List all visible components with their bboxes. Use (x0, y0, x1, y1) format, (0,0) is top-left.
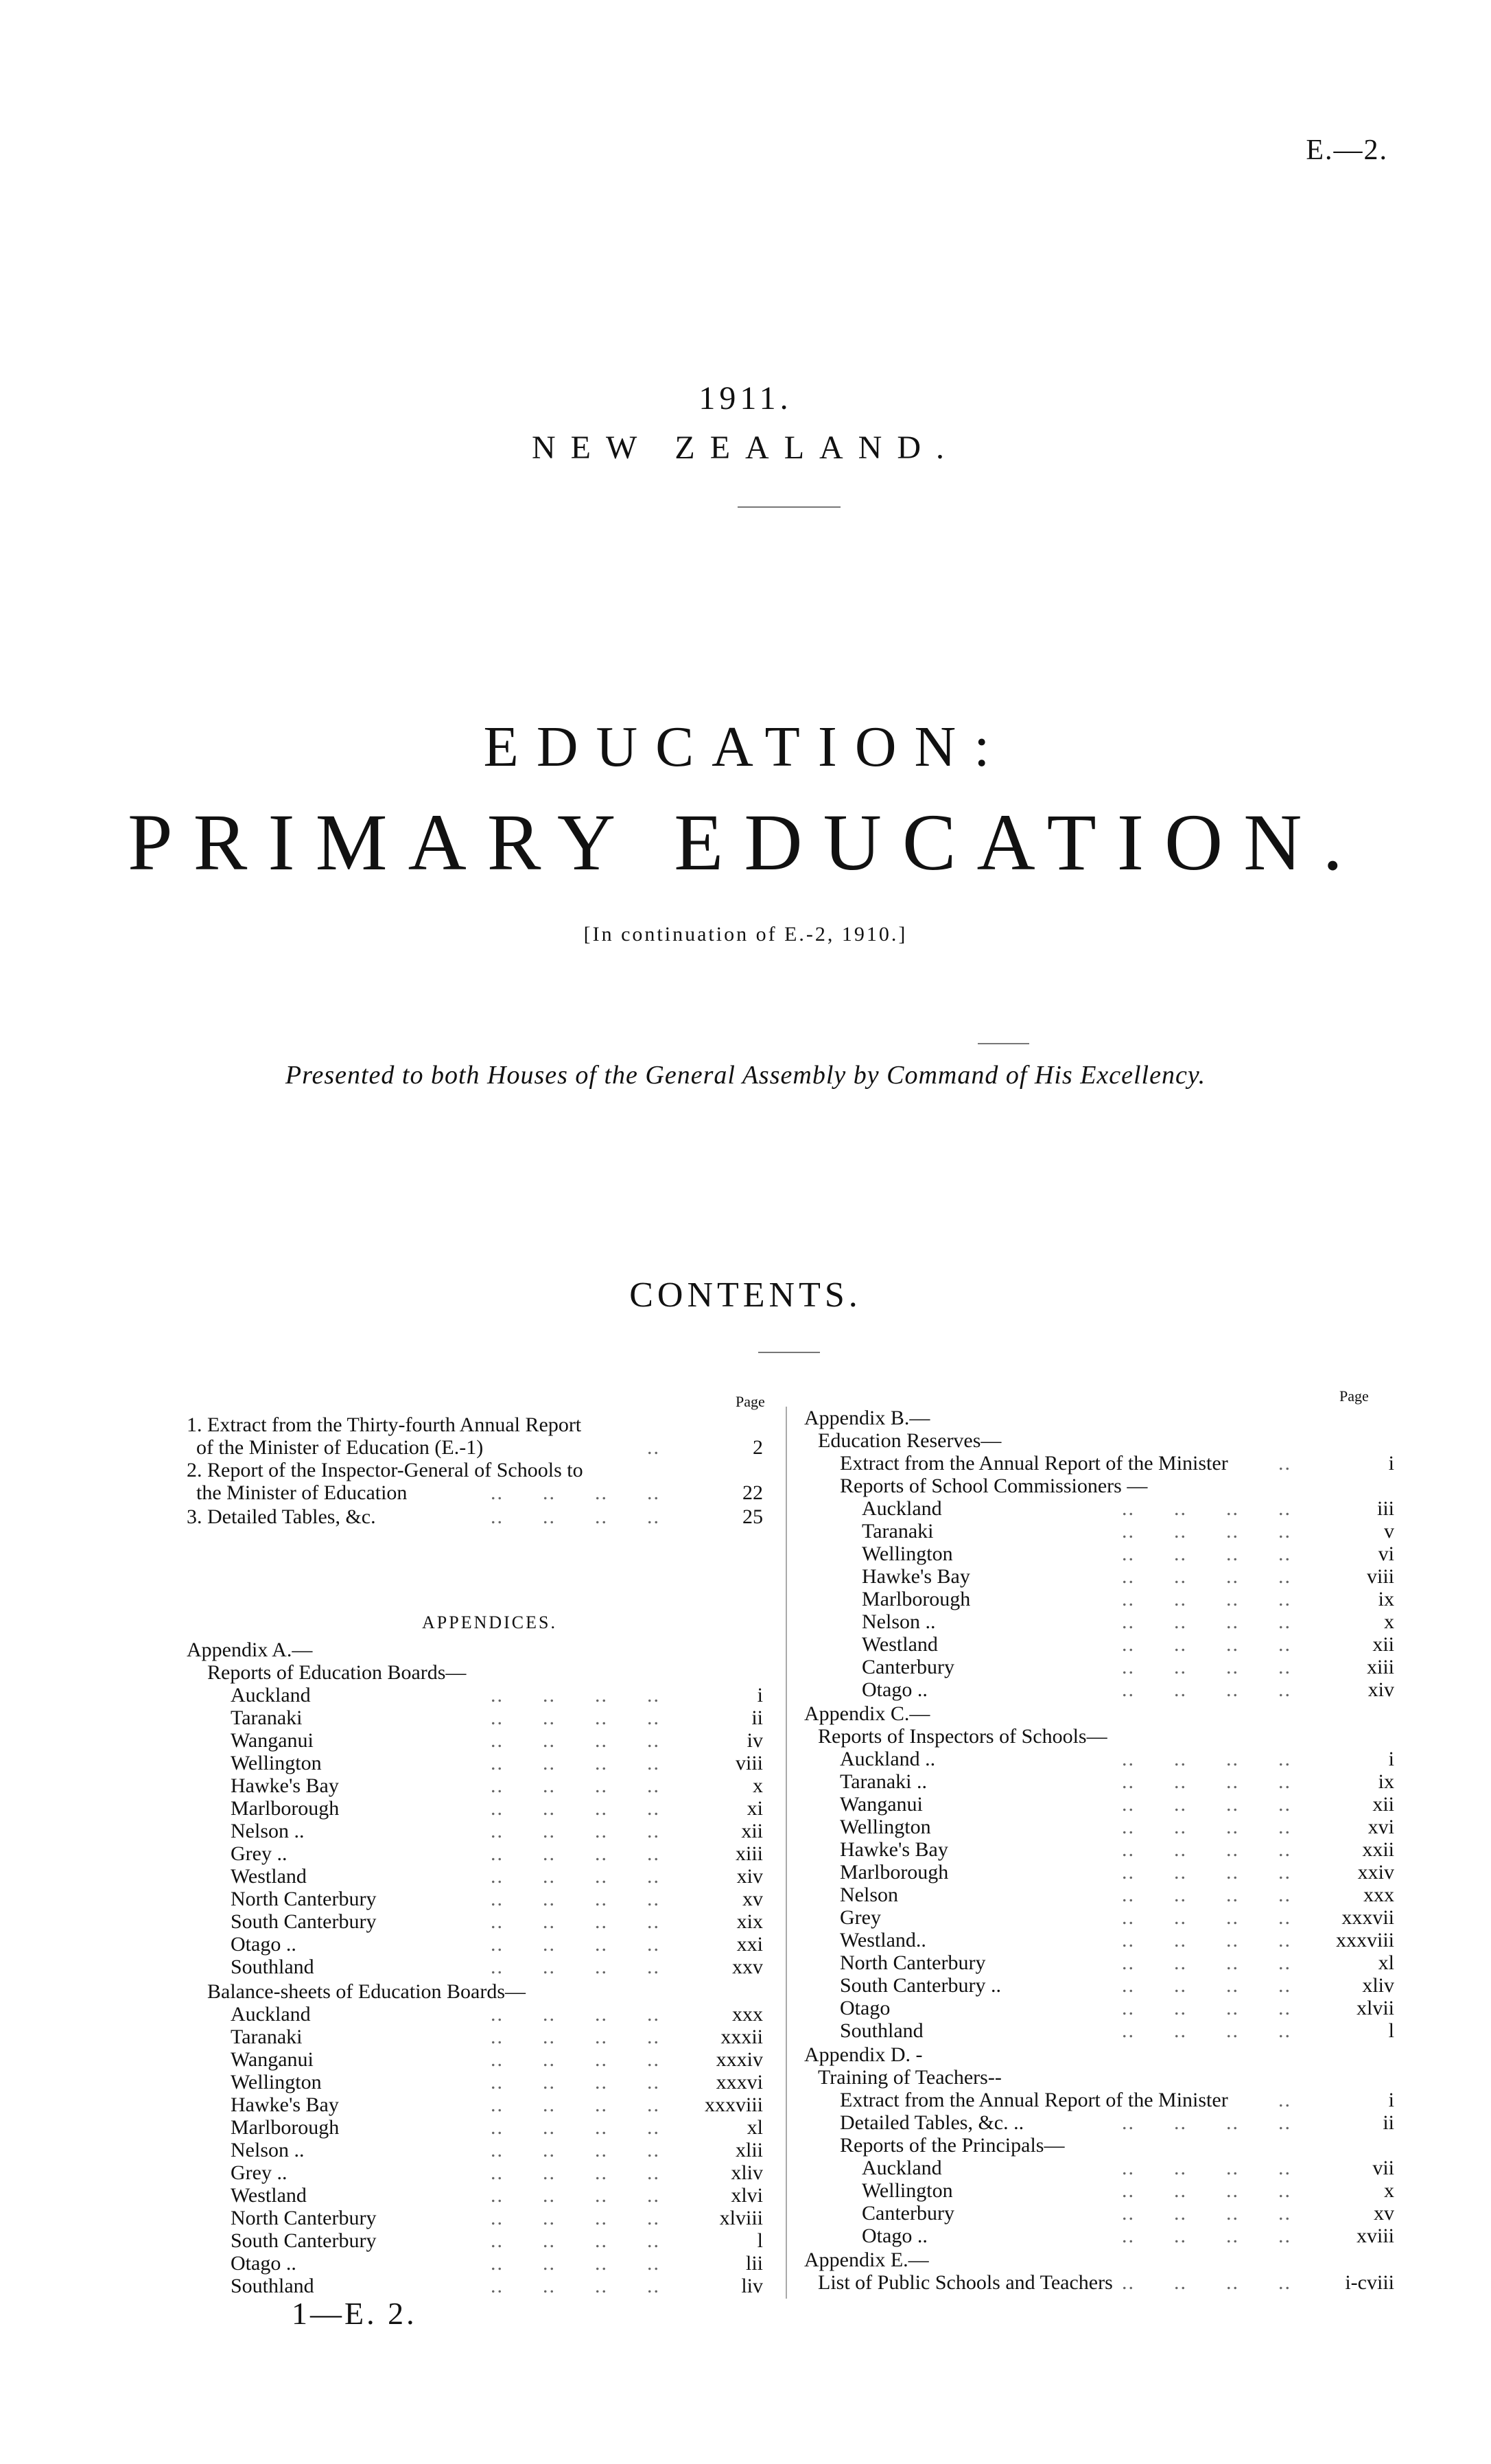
leader-dots: .. .. .. .. (491, 2207, 660, 2229)
entry-label: Southland (840, 2019, 924, 2042)
entry-label: Westland (231, 1865, 307, 1888)
contents-entry (187, 1684, 763, 1707)
contents-entry (804, 1429, 1394, 1453)
contents-entry (187, 2275, 763, 2298)
entry-page-number: viii (735, 1752, 763, 1774)
entry-page-number: xxx (1363, 1884, 1394, 1906)
entry-label: Nelson (840, 1884, 898, 1906)
leader-dots: .. .. .. .. (491, 1842, 660, 1865)
leader-dots: .. (647, 1436, 660, 1459)
contents-entry (804, 1997, 1394, 2020)
leader-dots: .. .. .. .. (1122, 1770, 1291, 1793)
entry-label: of the Minister of Education (E.-1) (196, 1436, 484, 1459)
leader-dots: .. .. .. .. (491, 1910, 660, 1933)
contents-entry (187, 1820, 763, 1843)
contents-entry (804, 1906, 1394, 1929)
entry-label: Training of Teachers-- (818, 2066, 1002, 2089)
leader-dots: .. .. .. .. (1122, 1542, 1291, 1565)
entry-label: Appendix B.— (804, 1407, 930, 1429)
contents-entry (804, 1702, 1394, 1726)
entry-page-number: xix (736, 1910, 763, 1933)
contents-entry (804, 1633, 1394, 1656)
contents-entry (804, 1838, 1394, 1862)
entry-page-number: xii (1372, 1633, 1394, 1656)
contents-entry (187, 1797, 763, 1820)
contents-entry (804, 1816, 1394, 1839)
leader-dots: .. .. .. .. (1122, 1816, 1291, 1838)
leader-dots: .. .. .. .. (491, 1505, 660, 1528)
contents-entry (804, 1497, 1394, 1521)
presented-statement: Presented to both Houses of the General Assembly by Command of His Excellency. (285, 1061, 1206, 1090)
leader-dots: .. .. .. .. (491, 2229, 660, 2252)
entry-label: Otago .. (231, 2252, 296, 2275)
entry-page-number: xii (741, 1820, 763, 1842)
entry-page-number: i (757, 1684, 763, 1706)
entry-label: Education Reserves— (818, 1429, 1002, 1452)
column-rule (786, 1407, 787, 2299)
contents-entry (804, 2249, 1394, 2272)
leader-dots: .. .. .. .. (491, 1774, 660, 1797)
contents-entry (187, 2207, 763, 2230)
entry-label: Reports of the Principals— (840, 2134, 1065, 2157)
entry-page-number: xi (747, 1797, 763, 1820)
entry-label: Grey .. (231, 1842, 287, 1865)
contents-entry (804, 2089, 1394, 2112)
entry-label: Otago (840, 1997, 891, 2019)
entry-page-number: xiii (735, 1842, 763, 1865)
entry-page-number: xl (747, 2116, 763, 2139)
entry-label: Taranaki (231, 2026, 303, 2048)
contents-entry (187, 1774, 763, 1798)
contents-entry (187, 1481, 763, 1505)
leader-dots: .. .. .. .. (491, 1752, 660, 1774)
entry-page-number: xvi (1367, 1816, 1394, 1838)
entry-label: Wellington (862, 1542, 953, 1565)
contents-entry (804, 2134, 1394, 2157)
contents-entry (804, 2019, 1394, 2043)
contents-entry (804, 2157, 1394, 2180)
entry-label: Canterbury (862, 1656, 954, 1678)
entry-label: Hawke's Bay (862, 1565, 970, 1588)
contents-entry (187, 1888, 763, 1911)
leader-dots: .. .. .. .. (1122, 1997, 1291, 2019)
leader-dots: .. .. .. .. (1122, 1951, 1291, 1974)
entry-label: Marlborough (840, 1861, 949, 1884)
entry-page-number: xiv (1367, 1678, 1394, 1701)
leader-dots: .. .. .. .. (491, 1481, 660, 1504)
leader-dots: .. .. .. .. (491, 2071, 660, 2093)
leader-dots: .. .. .. .. (1122, 1906, 1291, 1929)
entry-page-number: xii (1372, 1793, 1394, 1816)
leader-dots: .. .. .. .. (491, 2139, 660, 2161)
contents-entry (187, 1639, 763, 1662)
contents-entry (804, 1770, 1394, 1794)
entry-label: Appendix A.— (187, 1639, 313, 1661)
appendices-heading: APPENDICES. (422, 1612, 557, 1632)
leader-dots: .. .. .. .. (491, 1729, 660, 1752)
entry-label: Reports of Inspectors of Schools— (818, 1725, 1107, 1748)
entry-page-number: xxii (1362, 1838, 1394, 1861)
entry-label: Wanganui (231, 1729, 314, 1752)
entry-label: Taranaki .. (840, 1770, 928, 1793)
entry-label: 3. Detailed Tables, &c. (187, 1505, 376, 1528)
entry-page-number: i (1388, 1748, 1394, 1770)
contents-entry (187, 1436, 763, 1459)
entry-label: Auckland (862, 1497, 942, 1520)
entry-page-number: ii (1383, 2111, 1394, 2134)
entry-page-number: xxiv (1357, 1861, 1394, 1884)
leader-dots: .. .. .. .. (491, 2003, 660, 2026)
entry-label: North Canterbury (840, 1951, 986, 1974)
contents-entry (804, 1748, 1394, 1771)
leader-dots: .. .. .. .. (1122, 1974, 1291, 1997)
entry-label: List of Public Schools and Teachers (818, 2271, 1113, 2294)
entry-label: Nelson .. (231, 2139, 305, 2161)
entry-page-number: iv (747, 1729, 763, 1752)
entry-label: Extract from the Annual Report of the Minister (840, 1452, 1228, 1475)
leader-dots: .. .. .. .. (1122, 1656, 1291, 1678)
entry-label: 2. Report of the Inspector-General of Schools to (187, 1459, 583, 1481)
contents-entry (804, 1610, 1394, 1634)
leader-dots: .. .. .. .. (1122, 1838, 1291, 1861)
entry-page-number: xxxvii (1341, 1906, 1394, 1929)
entry-label: Reports of School Commissioners — (840, 1475, 1148, 1497)
entry-page-number: xlvi (731, 2184, 763, 2207)
contents-entry (804, 2111, 1394, 2135)
leader-dots: .. .. .. .. (491, 2093, 660, 2116)
entry-page-number: xxxviii (704, 2093, 763, 2116)
leader-dots: .. .. .. .. (491, 1820, 660, 1842)
subject-heading: EDUCATION: (483, 715, 1008, 779)
entry-page-number: iii (1376, 1497, 1394, 1520)
entry-label: Appendix C.— (804, 1702, 930, 1725)
contents-entry (187, 1752, 763, 1775)
entry-label: Auckland (231, 2003, 311, 2026)
contents-entry (187, 1459, 763, 1482)
entry-page-number: xxi (736, 1933, 763, 1956)
contents-entry (187, 1933, 763, 1956)
leader-dots: .. .. .. .. (491, 1706, 660, 1729)
entry-label: Auckland .. (840, 1748, 936, 1770)
entry-label: Wellington (862, 2179, 953, 2202)
entry-label: Nelson .. (231, 1820, 305, 1842)
contents-entry (804, 1884, 1394, 1907)
contents-entry (187, 2093, 763, 2117)
contents-entry (187, 1980, 763, 2004)
leader-dots: .. .. .. .. (491, 1933, 660, 1956)
entry-page-number: x (1384, 2179, 1394, 2202)
contents-entry (187, 2003, 763, 2026)
leader-dots: .. .. .. .. (491, 1797, 660, 1820)
entry-page-number: l (757, 2229, 763, 2252)
entry-label: South Canterbury (231, 1910, 377, 1933)
document-year: 1911. (698, 380, 793, 416)
entry-page-number: xxxviii (1335, 1929, 1394, 1951)
entry-page-number: xv (742, 1888, 763, 1910)
entry-page-number: xxxvi (716, 2071, 763, 2093)
entry-label: South Canterbury (231, 2229, 377, 2252)
entry-label: Marlborough (862, 1588, 971, 1610)
entry-label: Reports of Education Boards— (207, 1661, 467, 1684)
contents-heading: CONTENTS. (629, 1276, 862, 1315)
entry-page-number: xl (1378, 1951, 1394, 1974)
contents-entry (804, 1542, 1394, 1566)
contents-entry (804, 1656, 1394, 1679)
leader-dots: .. .. .. .. (1122, 1861, 1291, 1884)
entry-page-number: xxv (732, 1956, 763, 1978)
leader-dots: .. .. .. .. (1122, 1565, 1291, 1588)
page-title: PRIMARY EDUCATION. (128, 797, 1363, 887)
entry-label: Appendix D. - (804, 2043, 923, 2066)
entry-page-number: xviii (1356, 2225, 1394, 2247)
entry-page-number: viii (1366, 1565, 1394, 1588)
leader-dots: .. .. .. .. (491, 2026, 660, 2048)
entry-label: Canterbury (862, 2202, 954, 2225)
leader-dots: .. (1278, 1452, 1291, 1475)
entry-page-number: xlvii (1356, 1997, 1394, 2019)
entry-label: Southland (231, 1956, 314, 1978)
leader-dots: .. .. .. .. (491, 1888, 660, 1910)
entry-label: Extract from the Annual Report of the Minister (840, 2089, 1228, 2111)
entry-label: Otago .. (862, 2225, 928, 2247)
entry-label: Hawke's Bay (231, 2093, 339, 2116)
entry-label: South Canterbury .. (840, 1974, 1001, 1997)
contents-entry (804, 1725, 1394, 1748)
entry-label: Appendix E.— (804, 2249, 929, 2271)
entry-label: North Canterbury (231, 1888, 377, 1910)
entry-page-number: v (1384, 1520, 1394, 1542)
contents-entry (804, 1588, 1394, 1611)
leader-dots: .. .. .. .. (491, 2275, 660, 2297)
contents-entry (187, 1706, 763, 1730)
entry-page-number: i (1388, 2089, 1394, 2111)
contents-entry (187, 1661, 763, 1685)
entry-page-number: ix (1378, 1770, 1394, 1793)
contents-entry (187, 2026, 763, 2049)
entry-page-number: ix (1378, 1588, 1394, 1610)
contents-entry (187, 1505, 763, 1529)
entry-label: Nelson .. (862, 1610, 936, 1633)
leader-dots: .. .. .. .. (1122, 2202, 1291, 2225)
leader-dots: .. .. .. .. (1122, 1748, 1291, 1770)
entry-label: Westland (862, 1633, 938, 1656)
entry-page-number: xxxii (720, 2026, 763, 2048)
contents-entry (804, 1565, 1394, 1588)
leader-dots: .. .. .. .. (491, 1956, 660, 1978)
contents-entry (804, 1475, 1394, 1498)
entry-page-number: vi (1378, 1542, 1394, 1565)
page-footer: 1—E. 2. (292, 2296, 417, 2331)
contents-entry (804, 2225, 1394, 2248)
contents-entry (804, 1793, 1394, 1816)
leader-dots: .. (1278, 2089, 1291, 2111)
contents-entry (187, 2161, 763, 2185)
entry-label: Westland.. (840, 1929, 926, 1951)
entry-label: Detailed Tables, &c. .. (840, 2111, 1024, 2134)
leader-dots: .. .. .. .. (1122, 1588, 1291, 1610)
leader-dots: .. .. .. .. (1122, 2019, 1291, 2042)
entry-page-number: xliv (1362, 1974, 1394, 1997)
entry-label: Otago .. (231, 1933, 296, 1956)
entry-label: Wellington (231, 2071, 322, 2093)
entry-label: Wellington (840, 1816, 931, 1838)
contents-entry (804, 2202, 1394, 2225)
contents-entry (804, 1520, 1394, 1543)
entry-label: Marlborough (231, 2116, 340, 2139)
entry-label: Grey .. (231, 2161, 287, 2184)
entry-page-number: 2 (753, 1436, 763, 1459)
leader-dots: .. .. .. .. (1122, 2225, 1291, 2247)
entry-page-number: lii (745, 2252, 763, 2275)
contents-entry (187, 1729, 763, 1752)
page-column-label-right: Page (1339, 1387, 1369, 1405)
leader-dots: .. .. .. .. (1122, 1678, 1291, 1701)
leader-dots: .. .. .. .. (1122, 2271, 1291, 2294)
continuation-note: [In continuation of E.-2, 1910.] (583, 923, 908, 946)
contents-entry (187, 1842, 763, 1866)
contents-entry (804, 2043, 1394, 2067)
leader-dots: .. .. .. .. (491, 2048, 660, 2071)
leader-dots: .. .. .. .. (491, 1865, 660, 1888)
entry-label: Auckland (862, 2157, 942, 2179)
contents-entry (804, 1974, 1394, 1997)
entry-page-number: xlviii (719, 2207, 763, 2229)
leader-dots: .. .. .. .. (1122, 1610, 1291, 1633)
entry-label: Westland (231, 2184, 307, 2207)
leader-dots: .. .. .. .. (1122, 1520, 1291, 1542)
entry-label: Wanganui (840, 1793, 923, 1816)
contents-entry (187, 2048, 763, 2072)
entry-page-number: xxxiv (716, 2048, 763, 2071)
entry-label: Balance-sheets of Education Boards— (207, 1980, 526, 2003)
entry-page-number: xlii (735, 2139, 763, 2161)
entry-label: Wanganui (231, 2048, 314, 2071)
contents-entry (804, 2179, 1394, 2203)
contents-entry (187, 2184, 763, 2207)
contents-entry (187, 2071, 763, 2094)
entry-page-number: xliv (731, 2161, 763, 2184)
entry-page-number: ii (751, 1706, 763, 1729)
entry-label: North Canterbury (231, 2207, 377, 2229)
contents-right-column (804, 0, 1394, 2464)
contents-entry (187, 1910, 763, 1934)
contents-left-column (187, 0, 763, 2464)
page-column-label-left: Page (736, 1393, 765, 1410)
contents-entry (804, 1861, 1394, 1884)
leader-dots: .. .. .. .. (1122, 1884, 1291, 1906)
leader-dots: .. .. .. .. (1122, 1929, 1291, 1951)
document-reference: E.—2. (1306, 134, 1388, 166)
entry-page-number: i-cviii (1345, 2271, 1394, 2294)
leader-dots: .. .. .. .. (1122, 2111, 1291, 2134)
entry-label: the Minister of Education (196, 1481, 408, 1504)
leader-dots: .. .. .. .. (1122, 2157, 1291, 2179)
entry-label: Marlborough (231, 1797, 340, 1820)
entry-page-number: xiii (1366, 1656, 1394, 1678)
entry-label: Taranaki (231, 1706, 303, 1729)
contents-entry (804, 2271, 1394, 2295)
entry-page-number: 25 (742, 1505, 763, 1528)
contents-entry (804, 2066, 1394, 2089)
leader-dots: .. .. .. .. (491, 2252, 660, 2275)
entry-label: Hawke's Bay (231, 1774, 339, 1797)
contents-entry (804, 1951, 1394, 1975)
entry-label: Southland (231, 2275, 314, 2297)
entry-page-number: x (1384, 1610, 1394, 1633)
leader-dots: .. .. .. .. (1122, 2179, 1291, 2202)
entry-label: Otago .. (862, 1678, 928, 1701)
leader-dots: .. .. .. .. (491, 2161, 660, 2184)
contents-entry (804, 1407, 1394, 1430)
entry-page-number: i (1388, 1452, 1394, 1475)
leader-dots: .. .. .. .. (491, 2116, 660, 2139)
contents-entry (804, 1678, 1394, 1702)
contents-entry (187, 2139, 763, 2162)
entry-page-number: 22 (742, 1481, 763, 1504)
country-heading: NEW ZEALAND. (531, 430, 960, 466)
entry-page-number: xxx (732, 2003, 763, 2026)
entry-label: Taranaki (862, 1520, 934, 1542)
entry-page-number: xv (1374, 2202, 1394, 2225)
contents-entry (187, 1865, 763, 1888)
leader-dots: .. .. .. .. (1122, 1497, 1291, 1520)
entry-page-number: x (753, 1774, 763, 1797)
entry-page-number: l (1388, 2019, 1394, 2042)
entry-label: Wellington (231, 1752, 322, 1774)
contents-entry (187, 2116, 763, 2139)
contents-entry (187, 1956, 763, 1979)
contents-entry (804, 1452, 1394, 1475)
contents-entry (804, 1929, 1394, 1952)
entry-label: Hawke's Bay (840, 1838, 948, 1861)
entry-page-number: xiv (736, 1865, 763, 1888)
leader-dots: .. .. .. .. (491, 2184, 660, 2207)
entry-label: Auckland (231, 1684, 311, 1706)
entry-label: 1. Extract from the Thirty-fourth Annual Report (187, 1413, 582, 1436)
leader-dots: .. .. .. .. (491, 1684, 660, 1706)
entry-label: Grey (840, 1906, 881, 1929)
leader-dots: .. .. .. .. (1122, 1633, 1291, 1656)
leader-dots: .. .. .. .. (1122, 1793, 1291, 1816)
contents-entry (187, 1413, 763, 1437)
contents-entry (187, 2252, 763, 2275)
entry-page-number: liv (741, 2275, 763, 2297)
entry-page-number: vii (1372, 2157, 1394, 2179)
contents-entry (187, 2229, 763, 2253)
